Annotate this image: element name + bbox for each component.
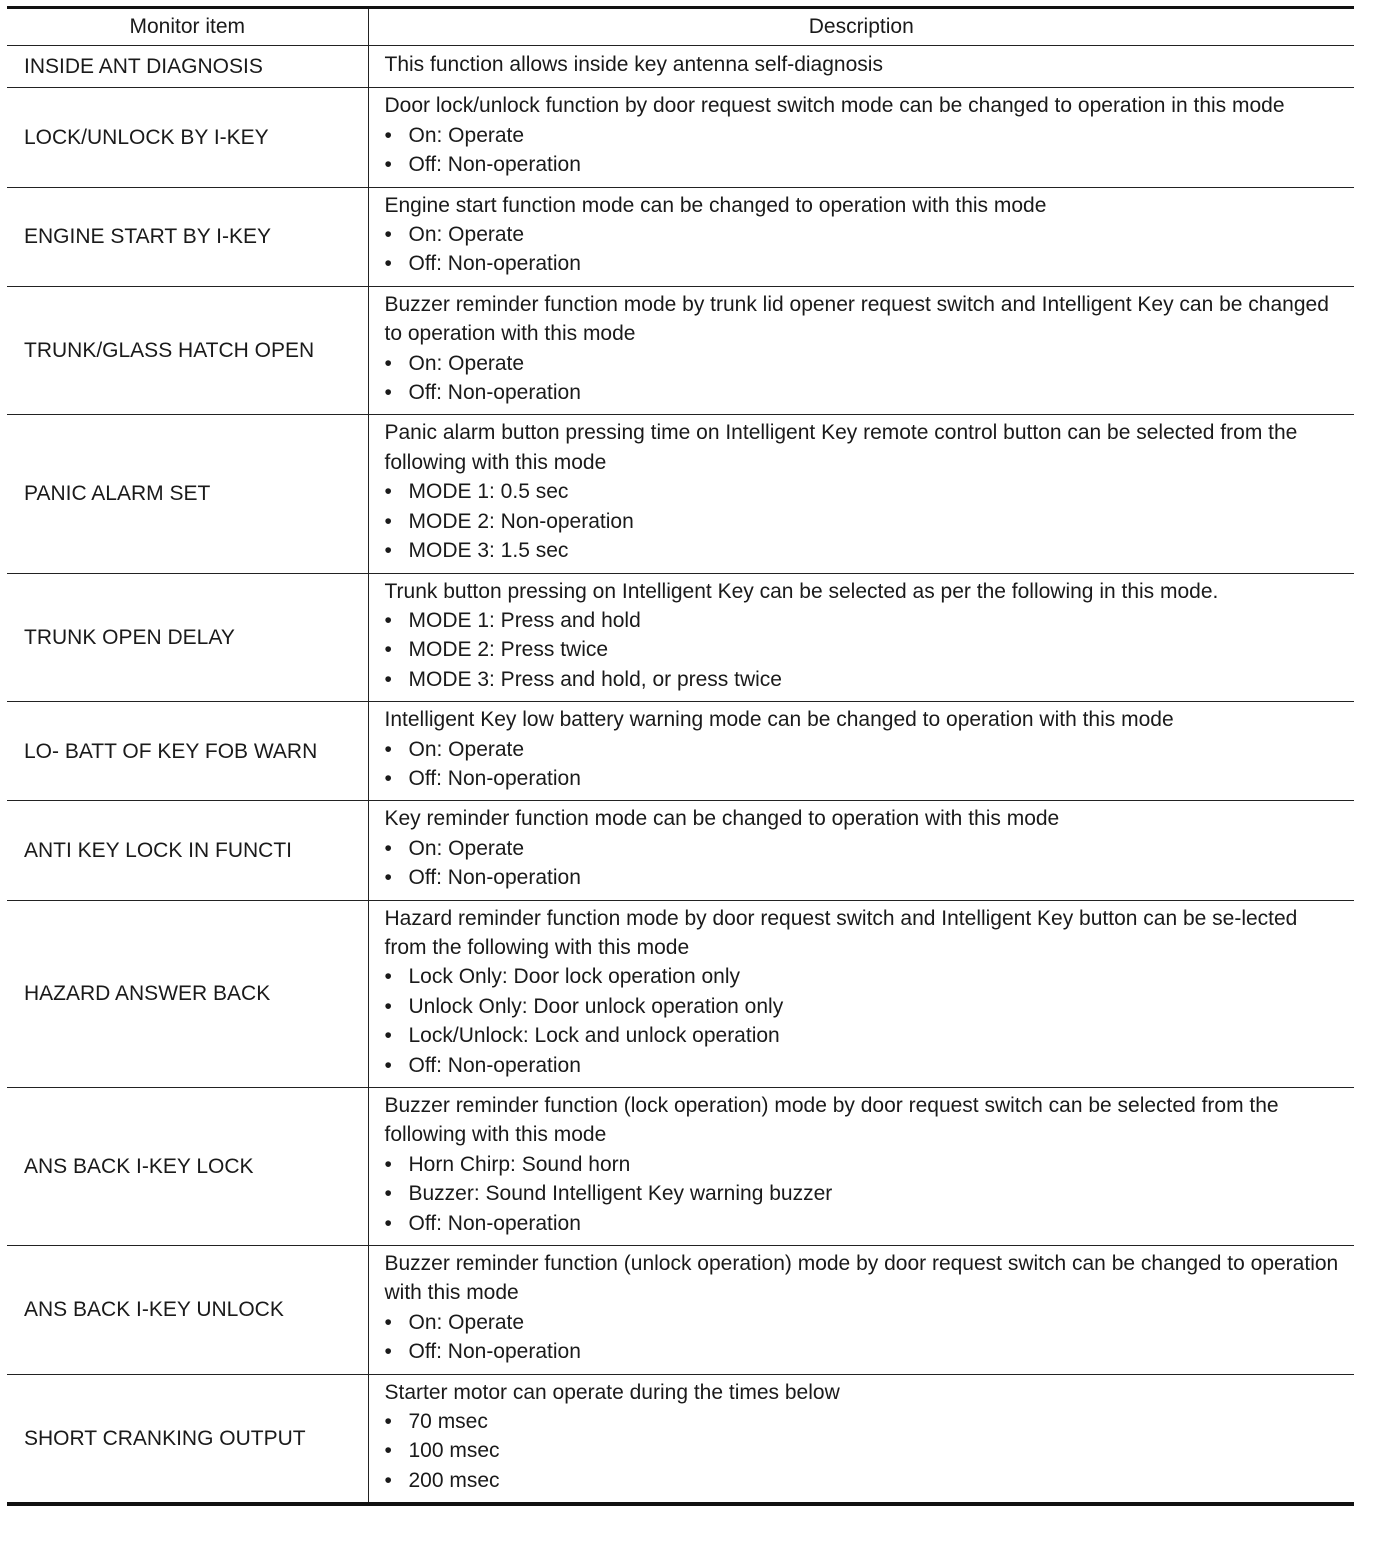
- option-text: Off: Non-operation: [408, 153, 581, 177]
- bullet-icon: •: [384, 123, 392, 147]
- monitor-item-table: [7, 6, 1354, 1506]
- option-text: Lock Only: Door lock operation only: [408, 965, 740, 989]
- description-text: Engine start function mode can be changed to operation with this mode: [384, 193, 1047, 217]
- option-text: On: Operate: [408, 737, 525, 761]
- bullet-icon: •: [384, 667, 392, 691]
- monitor-item-cell: SHORT CRANKING OUTPUT: [7, 1374, 368, 1504]
- option-list: [385, 1308, 1343, 1367]
- option-list-item: [385, 507, 1343, 536]
- table-row: [7, 415, 1354, 573]
- description-cell: [368, 286, 1354, 415]
- table-row: [7, 573, 1354, 702]
- option-list-item: [385, 220, 1343, 249]
- table-row: [7, 286, 1354, 415]
- option-text: MODE 1: 0.5 sec: [408, 480, 569, 504]
- option-text: Off: Non-operation: [408, 252, 581, 276]
- option-text: MODE 2: Non-operation: [408, 509, 634, 533]
- description-text: Buzzer reminder function (lock operation) mode by door request switch can be selected from the following with this mode: [384, 1094, 1279, 1147]
- bullet-icon: •: [384, 1182, 392, 1206]
- table-row: [7, 46, 1354, 88]
- option-list-item: [385, 1407, 1343, 1436]
- option-list-item: [385, 1209, 1343, 1238]
- description-cell: [368, 88, 1354, 187]
- monitor-item-cell: PANIC ALARM SET: [7, 415, 368, 573]
- bullet-icon: •: [384, 1152, 392, 1176]
- option-list-item: [385, 1337, 1343, 1366]
- description-text: Key reminder function mode can be changed to operation with this mode: [384, 807, 1060, 831]
- option-text: MODE 2: Press twice: [408, 638, 609, 662]
- option-list: [385, 477, 1343, 565]
- option-text: Off: Non-operation: [408, 1053, 581, 1077]
- option-list: [385, 1150, 1343, 1238]
- bullet-icon: •: [384, 351, 392, 375]
- table-row: [7, 1374, 1354, 1504]
- bullet-icon: •: [384, 1024, 392, 1048]
- option-text: MODE 3: Press and hold, or press twice: [408, 667, 782, 691]
- option-list-item: [385, 249, 1343, 278]
- option-list: [385, 220, 1343, 279]
- option-list-item: [385, 1308, 1343, 1337]
- option-text: On: Operate: [408, 836, 525, 860]
- description-cell: [368, 801, 1354, 900]
- bullet-icon: •: [384, 252, 392, 276]
- bullet-icon: •: [384, 836, 392, 860]
- bullet-icon: •: [384, 737, 392, 761]
- table-row: [7, 187, 1354, 286]
- option-list-item: [385, 536, 1343, 565]
- option-list-item: [385, 606, 1343, 635]
- bullet-icon: •: [384, 1439, 392, 1463]
- option-list-item: [385, 665, 1343, 694]
- document-page: [7, 6, 1354, 1506]
- option-list-item: [385, 1051, 1343, 1080]
- description-text: Trunk button pressing on Intelligent Key can be selected as per the following in this mode.: [384, 579, 1219, 603]
- description-cell: [368, 900, 1354, 1087]
- bullet-icon: •: [384, 965, 392, 989]
- description-cell: [368, 1088, 1354, 1246]
- description-cell: [368, 187, 1354, 286]
- option-list: [385, 834, 1343, 893]
- option-text: Unlock Only: Door unlock operation only: [408, 994, 784, 1018]
- table-row: [7, 900, 1354, 1087]
- bullet-icon: •: [384, 509, 392, 533]
- option-list-item: [385, 992, 1343, 1021]
- monitor-item-cell: HAZARD ANSWER BACK: [7, 900, 368, 1087]
- option-list-item: [385, 735, 1343, 764]
- bullet-icon: •: [384, 223, 392, 247]
- option-text: 100 msec: [408, 1439, 500, 1463]
- option-list-item: [385, 1021, 1343, 1050]
- monitor-item-cell: INSIDE ANT DIAGNOSIS: [7, 46, 368, 88]
- option-list-item: [385, 1466, 1343, 1495]
- bullet-icon: •: [384, 1410, 392, 1434]
- bullet-icon: •: [384, 994, 392, 1018]
- description-cell: [368, 702, 1354, 801]
- option-text: Off: Non-operation: [408, 1340, 581, 1364]
- bullet-icon: •: [384, 480, 392, 504]
- option-list-item: [385, 764, 1343, 793]
- option-list-item: [385, 1179, 1343, 1208]
- description-text: Panic alarm button pressing time on Intelligent Key remote control button can be selected from the following with this mode: [384, 421, 1298, 474]
- table-row: [7, 1088, 1354, 1246]
- header-monitor-item: Monitor item: [7, 8, 368, 46]
- description-cell: [368, 573, 1354, 702]
- bullet-icon: •: [384, 766, 392, 790]
- monitor-item-cell: ANS BACK I-KEY LOCK: [7, 1088, 368, 1246]
- bullet-icon: •: [384, 1053, 392, 1077]
- bullet-icon: •: [384, 1468, 392, 1492]
- bullet-icon: •: [384, 381, 392, 405]
- bullet-icon: •: [384, 866, 392, 890]
- option-text: Off: Non-operation: [408, 866, 581, 890]
- table-row: [7, 88, 1354, 187]
- bullet-icon: •: [384, 153, 392, 177]
- description-text: Intelligent Key low battery warning mode can be changed to operation with this mode: [384, 708, 1174, 732]
- table-row: [7, 1246, 1354, 1375]
- option-text: On: Operate: [408, 223, 525, 247]
- option-text: Off: Non-operation: [408, 766, 581, 790]
- option-text: 200 msec: [408, 1468, 500, 1492]
- monitor-item-cell: ENGINE START BY I-KEY: [7, 187, 368, 286]
- option-text: On: Operate: [408, 351, 525, 375]
- option-text: Horn Chirp: Sound horn: [408, 1152, 631, 1176]
- description-text: Door lock/unlock function by door request switch mode can be changed to operation in this mode: [384, 94, 1285, 118]
- header-description: Description: [368, 8, 1354, 46]
- bullet-icon: •: [384, 608, 392, 632]
- table-row: [7, 702, 1354, 801]
- bullet-icon: •: [384, 1211, 392, 1235]
- option-list-item: [385, 962, 1343, 991]
- option-list-item: [385, 150, 1343, 179]
- description-text: Buzzer reminder function mode by trunk lid opener request switch and Intelligent Key can be changed to operation with this mode: [384, 292, 1329, 346]
- option-text: Lock/Unlock: Lock and unlock operation: [408, 1024, 780, 1048]
- option-text: MODE 1: Press and hold: [408, 608, 641, 632]
- monitor-item-cell: LO- BATT OF KEY FOB WARN: [7, 702, 368, 801]
- option-list-item: [385, 834, 1343, 863]
- description-text: This function allows inside key antenna self-diagnosis: [384, 53, 883, 76]
- monitor-item-cell: LOCK/UNLOCK BY I-KEY: [7, 88, 368, 187]
- description-cell: [368, 1246, 1354, 1375]
- option-list-item: [385, 1436, 1343, 1465]
- description-cell: [368, 1374, 1354, 1504]
- option-text: On: Operate: [408, 1310, 525, 1334]
- monitor-item-cell: ANTI KEY LOCK IN FUNCTI: [7, 801, 368, 900]
- option-list-item: [385, 121, 1343, 150]
- option-text: On: Operate: [408, 123, 525, 147]
- option-list-item: [385, 863, 1343, 892]
- option-list: [385, 606, 1343, 694]
- bullet-icon: •: [384, 1310, 392, 1334]
- option-list-item: [385, 378, 1343, 407]
- description-cell: [368, 46, 1354, 88]
- option-text: Off: Non-operation: [408, 1211, 581, 1235]
- monitor-item-cell: TRUNK OPEN DELAY: [7, 573, 368, 702]
- monitor-item-cell: ANS BACK I-KEY UNLOCK: [7, 1246, 368, 1375]
- description-text: Buzzer reminder function (unlock operation) mode by door request switch can be changed to operation with this mode: [384, 1252, 1339, 1305]
- option-list-item: [385, 349, 1343, 378]
- option-list-item: [385, 635, 1343, 664]
- description-text: Hazard reminder function mode by door request switch and Intelligent Key button can be se-lected from the following with this mode: [384, 906, 1298, 959]
- description-cell: [368, 415, 1354, 573]
- option-list-item: [385, 477, 1343, 506]
- option-list: [385, 962, 1343, 1080]
- bullet-icon: •: [384, 1340, 392, 1364]
- table-header-row: [7, 8, 1354, 46]
- option-list: [385, 121, 1343, 180]
- option-text: Off: Non-operation: [408, 381, 581, 405]
- table-body: [7, 46, 1354, 1505]
- bullet-icon: •: [384, 539, 392, 563]
- option-list: [385, 735, 1343, 794]
- option-list: [385, 349, 1343, 408]
- option-list: [385, 1407, 1343, 1495]
- description-text: Starter motor can operate during the times below: [384, 1380, 840, 1404]
- option-list-item: [385, 1150, 1343, 1179]
- bullet-icon: •: [384, 638, 392, 662]
- option-text: Buzzer: Sound Intelligent Key warning buzzer: [408, 1182, 833, 1206]
- option-text: 70 msec: [408, 1410, 488, 1434]
- table-row: [7, 801, 1354, 900]
- monitor-item-cell: TRUNK/GLASS HATCH OPEN: [7, 286, 368, 415]
- option-text: MODE 3: 1.5 sec: [408, 539, 569, 563]
